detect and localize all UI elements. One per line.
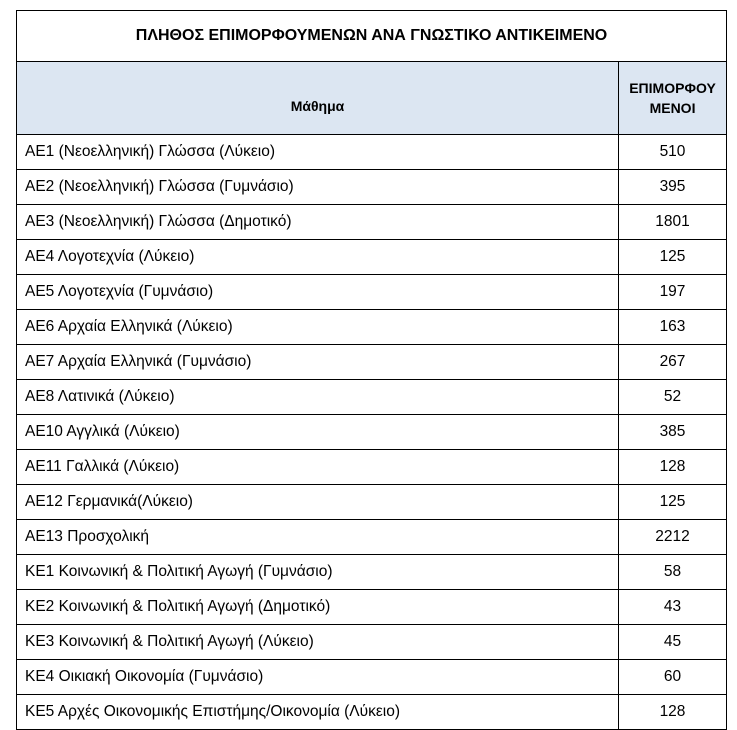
count-cell: 1801 xyxy=(619,205,727,240)
subject-cell: ΑΕ12 Γερμανικά(Λύκειο) xyxy=(17,485,619,520)
trainees-table xyxy=(16,10,727,730)
table-row xyxy=(17,660,727,695)
header-count xyxy=(619,62,727,135)
count-cell: 510 xyxy=(619,135,727,170)
header-subject: Μάθημα xyxy=(17,62,619,135)
table-row xyxy=(17,275,727,310)
count-cell: 128 xyxy=(619,695,727,730)
subject-cell: ΑΕ3 (Νεοελληνική) Γλώσσα (Δημοτικό) xyxy=(17,205,619,240)
subject-cell: ΑΕ4 Λογοτεχνία (Λύκειο) xyxy=(17,240,619,275)
document-table-container xyxy=(16,10,726,730)
count-cell: 60 xyxy=(619,660,727,695)
subject-cell: ΑΕ5 Λογοτεχνία (Γυμνάσιο) xyxy=(17,275,619,310)
subject-cell: ΑΕ1 (Νεοελληνική) Γλώσσα (Λύκειο) xyxy=(17,135,619,170)
table-row xyxy=(17,415,727,450)
table-row xyxy=(17,345,727,380)
subject-cell: ΑΕ8 Λατινικά (Λύκειο) xyxy=(17,380,619,415)
subject-cell: ΚΕ3 Κοινωνική & Πολιτική Αγωγή (Λύκειο) xyxy=(17,625,619,660)
table-row xyxy=(17,485,727,520)
count-cell: 385 xyxy=(619,415,727,450)
count-cell: 163 xyxy=(619,310,727,345)
header-count-line1: ΕΠΙΜΟΡΦΟΥ xyxy=(629,80,716,96)
subject-cell: ΑΕ2 (Νεοελληνική) Γλώσσα (Γυμνάσιο) xyxy=(17,170,619,205)
header-count-line2: ΜΕΝΟΙ xyxy=(649,100,696,116)
count-cell: 125 xyxy=(619,485,727,520)
count-cell: 43 xyxy=(619,590,727,625)
count-cell: 197 xyxy=(619,275,727,310)
count-cell: 2212 xyxy=(619,520,727,555)
table-row xyxy=(17,240,727,275)
table-row xyxy=(17,380,727,415)
table-row xyxy=(17,205,727,240)
table-row xyxy=(17,170,727,205)
count-cell: 128 xyxy=(619,450,727,485)
table-row xyxy=(17,625,727,660)
subject-cell: ΚΕ1 Κοινωνική & Πολιτική Αγωγή (Γυμνάσιο) xyxy=(17,555,619,590)
table-row xyxy=(17,695,727,730)
table-row xyxy=(17,590,727,625)
table-title-row xyxy=(17,11,727,62)
table-header-row xyxy=(17,62,727,135)
count-cell: 52 xyxy=(619,380,727,415)
subject-cell: ΑΕ13 Προσχολική xyxy=(17,520,619,555)
table-row xyxy=(17,310,727,345)
table-row xyxy=(17,135,727,170)
subject-cell: ΑΕ6 Αρχαία Ελληνικά (Λύκειο) xyxy=(17,310,619,345)
subject-cell: ΚΕ4 Οικιακή Οικονομία (Γυμνάσιο) xyxy=(17,660,619,695)
count-cell: 395 xyxy=(619,170,727,205)
count-cell: 125 xyxy=(619,240,727,275)
table-body xyxy=(17,11,727,730)
table-row xyxy=(17,520,727,555)
subject-cell: ΚΕ2 Κοινωνική & Πολιτική Αγωγή (Δημοτικό) xyxy=(17,590,619,625)
subject-cell: ΑΕ7 Αρχαία Ελληνικά (Γυμνάσιο) xyxy=(17,345,619,380)
subject-cell: ΑΕ10 Αγγλικά (Λύκειο) xyxy=(17,415,619,450)
table-title: ΠΛΗΘΟΣ ΕΠΙΜΟΡΦΟΥΜΕΝΩΝ ΑΝΑ ΓΝΩΣΤΙΚΟ ΑΝΤΙΚΕΙΜΕΝΟ xyxy=(17,11,727,62)
subject-cell: ΚΕ5 Αρχές Οικονομικής Επιστήμης/Οικονομία (Λύκειο) xyxy=(17,695,619,730)
table-row xyxy=(17,450,727,485)
count-cell: 45 xyxy=(619,625,727,660)
table-row xyxy=(17,555,727,590)
count-cell: 58 xyxy=(619,555,727,590)
count-cell: 267 xyxy=(619,345,727,380)
subject-cell: ΑΕ11 Γαλλικά (Λύκειο) xyxy=(17,450,619,485)
